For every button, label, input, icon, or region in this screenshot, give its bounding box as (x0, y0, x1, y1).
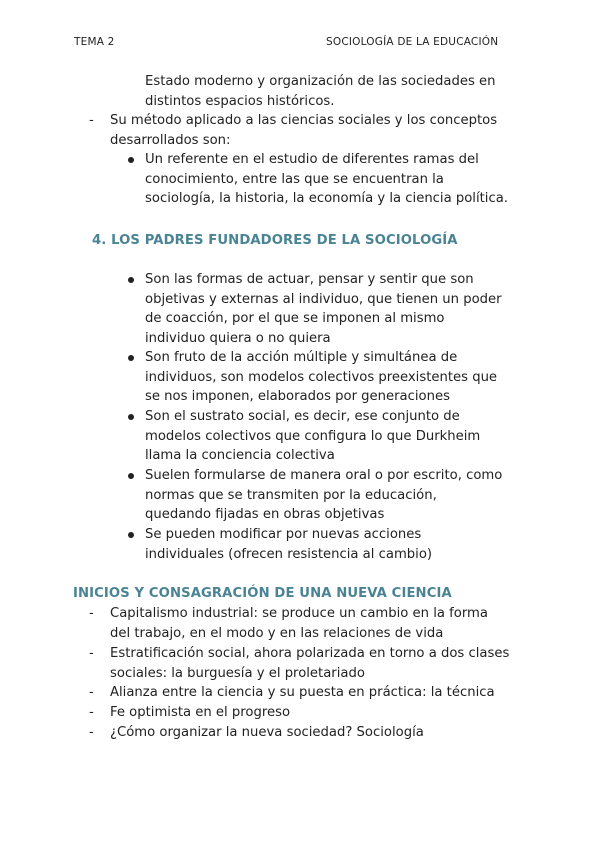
bullet-text: individuales (ofrecen resistencia al cambio) (145, 546, 433, 562)
bullet-icon (128, 414, 134, 420)
text-line: Estado moderno y organización de las sociedades en (145, 74, 496, 89)
list-item-text: Su método aplicado a las ciencias sociales y los conceptos (110, 113, 498, 128)
text-line: distintos espacios históricos. (145, 93, 335, 109)
list-item-text: desarrollados son: (110, 132, 231, 148)
bullet-text: Un referente en el estudio de diferentes ramas del (145, 152, 479, 167)
bullet-icon (128, 355, 134, 361)
dash-marker: - (89, 725, 94, 740)
bullet-text: Son el sustrato social, es decir, ese conjunto de (145, 409, 460, 424)
bullet-text: sociología, la historia, la economía y la ciencia política. (145, 191, 508, 206)
bullet-text: conocimiento, entre las que se encuentran la (145, 171, 444, 187)
bullet-text: individuo quiera o no quiera (145, 330, 331, 346)
list-item-text: del trabajo, en el modo y en las relaciones de vida (110, 625, 444, 641)
header-topic: TEMA 2 (74, 36, 115, 48)
section-heading: 4. LOS PADRES FUNDADORES DE LA SOCIOLOGÍA (92, 233, 458, 248)
bullet-text: quedando fijadas en obras objetivas (145, 507, 385, 522)
bullet-text: de coacción, por el que se imponen al mismo (145, 311, 445, 326)
list-item-text: ¿Cómo organizar la nueva sociedad? Sociología (110, 725, 424, 740)
list-item-text: Capitalismo industrial: se produce un cambio en la forma (110, 606, 488, 621)
dash-marker: - (89, 113, 94, 128)
list-item-text: Fe optimista en el progreso (110, 705, 291, 720)
section-heading: INICIOS Y CONSAGRACIÓN DE UNA NUEVA CIENCIA (73, 586, 452, 601)
bullet-icon (128, 277, 134, 283)
dash-marker: - (89, 705, 94, 720)
bullet-text: objetivas y externas al individuo, que tienen un poder (145, 291, 502, 307)
list-item-text: sociales: la burguesía y el proletariado (110, 665, 365, 681)
list-item-text: Estratificación social, ahora polarizada en torno a dos clases (110, 646, 510, 661)
bullet-icon (128, 157, 134, 163)
bullet-icon (128, 473, 134, 479)
bullet-text: se nos imponen, elaborados por generaciones (145, 389, 450, 404)
bullet-text: llama la conciencia colectiva (145, 448, 335, 463)
bullet-icon (128, 532, 134, 538)
bullet-text: Son las formas de actuar, pensar y sentir que son (145, 272, 474, 287)
bullet-text: normas que se transmiten por la educación, (145, 487, 437, 503)
dash-marker: - (89, 646, 94, 661)
bullet-text: Se pueden modificar por nuevas acciones (145, 527, 422, 542)
dash-marker: - (89, 606, 94, 621)
list-item-text: Alianza entre la ciencia y su puesta en práctica: la técnica (110, 685, 495, 700)
bullet-text: individuos, son modelos colectivos preexistentes que (145, 369, 498, 385)
bullet-text: Suelen formularse de manera oral o por escrito, como (145, 468, 503, 483)
bullet-text: Son fruto de la acción múltiple y simultánea de (145, 350, 458, 365)
header-subject: SOCIOLOGÍA DE LA EDUCACIÓN (326, 36, 499, 48)
bullet-text: modelos colectivos que configura lo que Durkheim (145, 428, 481, 444)
dash-marker: - (89, 685, 94, 700)
